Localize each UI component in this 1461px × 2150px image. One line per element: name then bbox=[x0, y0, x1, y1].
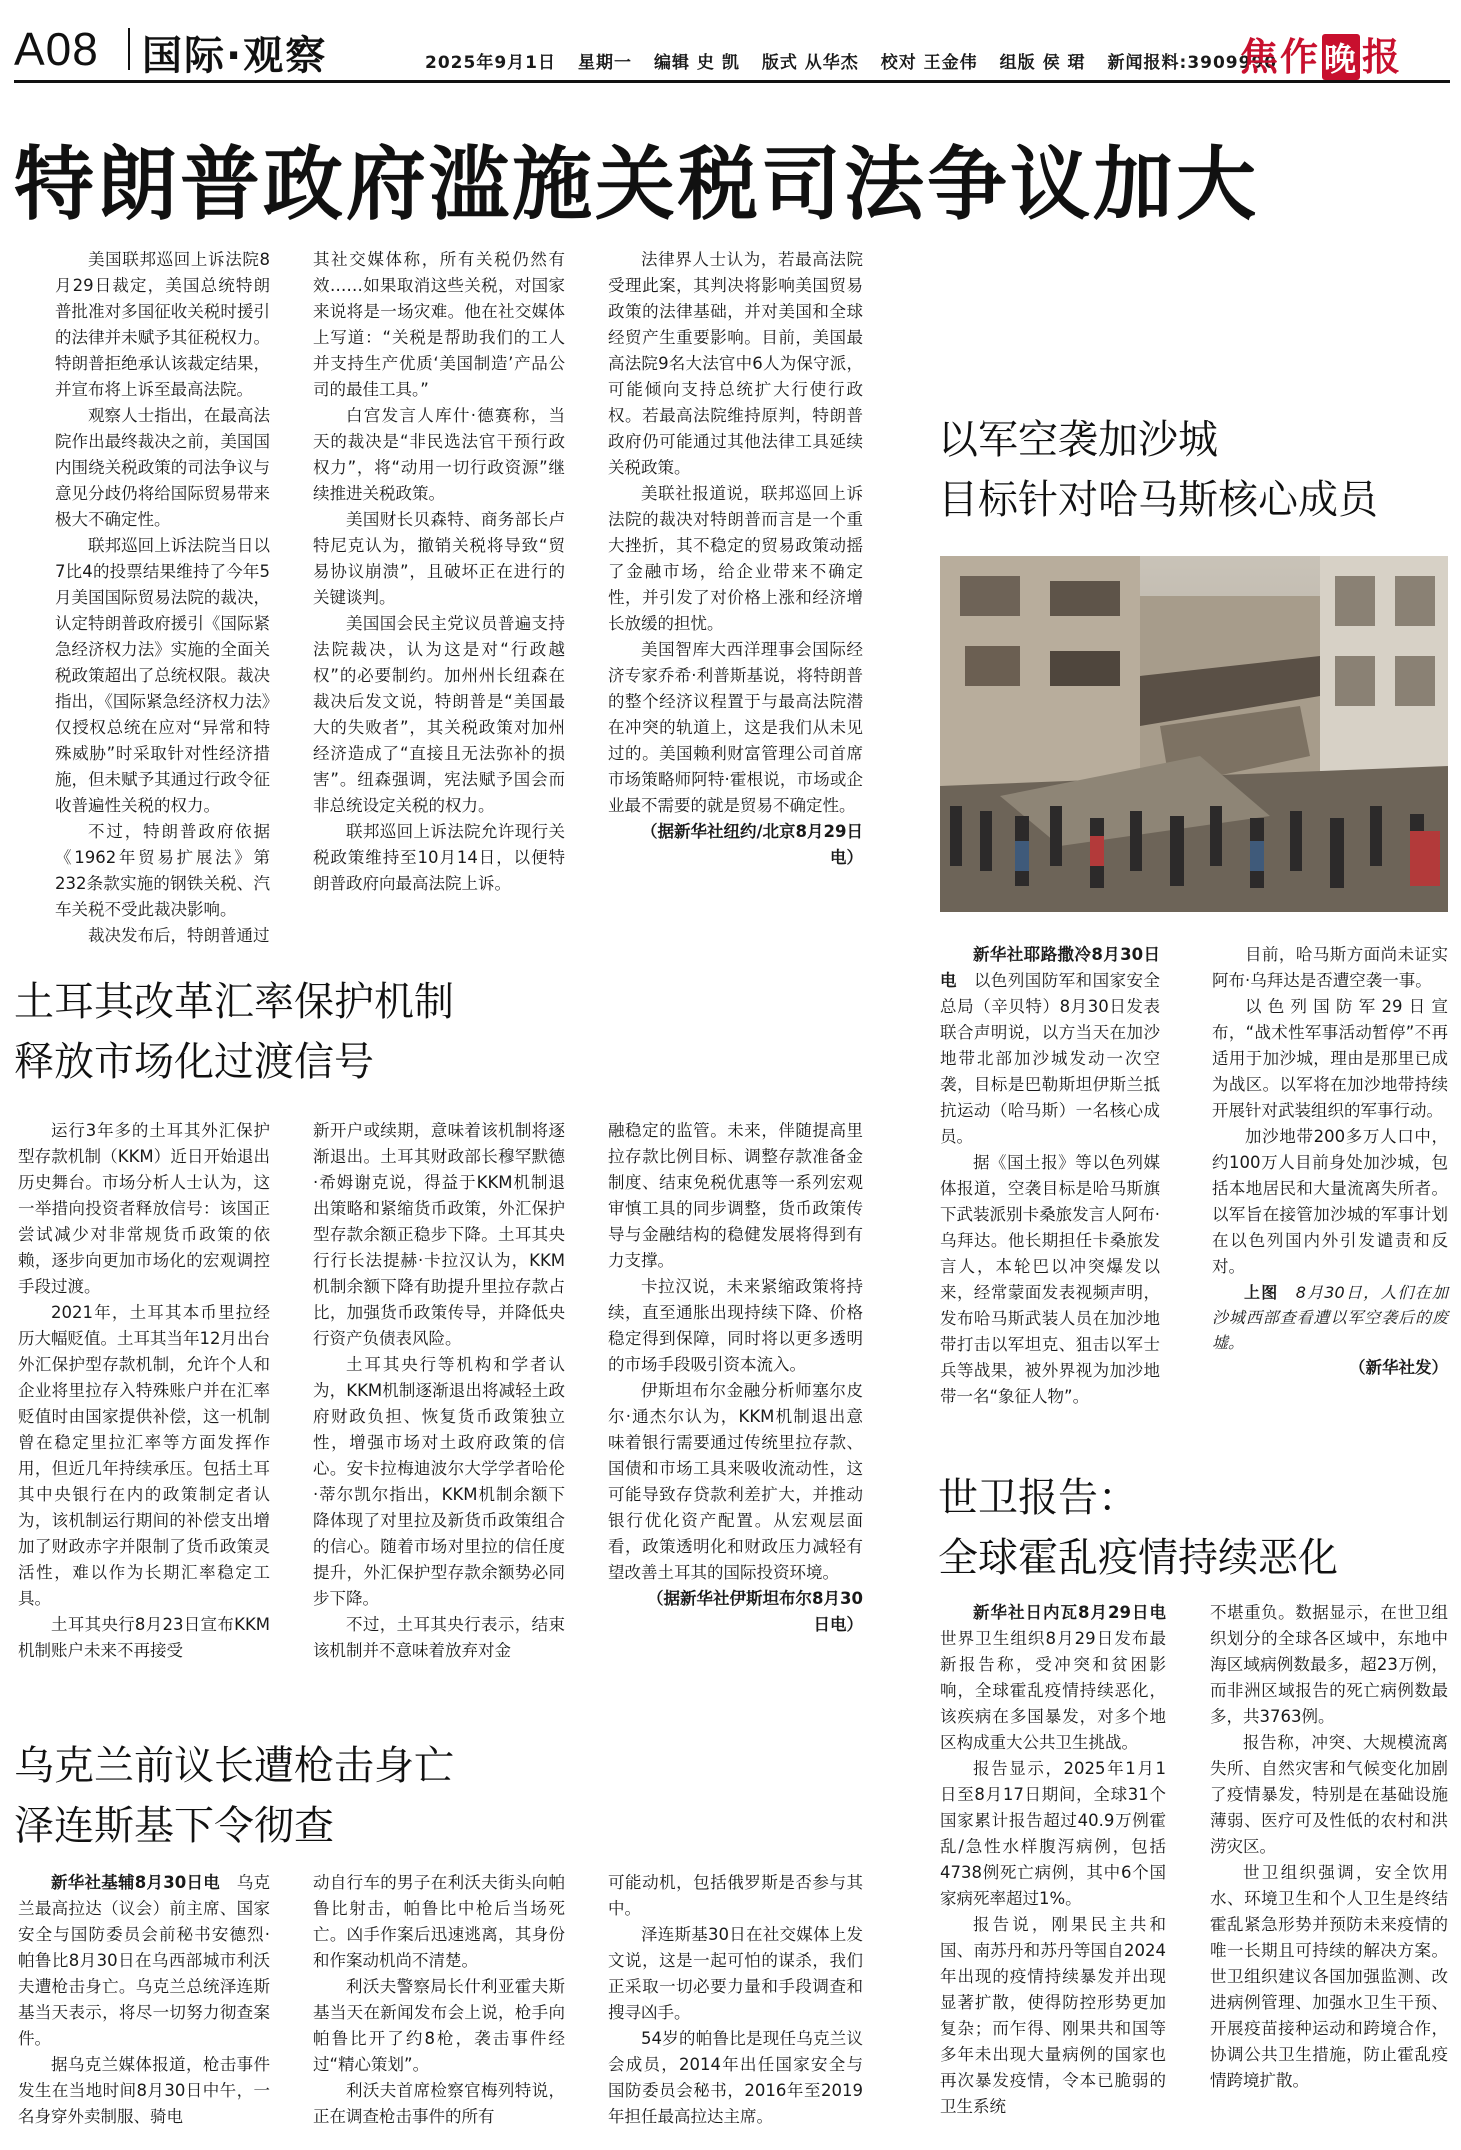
header-meta bbox=[425, 48, 1299, 73]
paragraph: 美国国会民主党议员普遍支持法院裁决，认为这是对“行政越权”的必要制约。加州州长纽森在裁决后发文说，特朗普是“美国最大的失败者”，其关税政策对加州经济造成了“直接且无法弥补的损害”。纽森强调，宪法赋予国会而非总统设定关税的权力。 bbox=[313, 614, 565, 815]
main-headline: 特朗普政府滥施关税司法争议加大 bbox=[14, 138, 1259, 231]
newspaper-logo bbox=[1240, 26, 1450, 79]
photo-illustration bbox=[940, 556, 1448, 912]
article5-col2 bbox=[1210, 1600, 1448, 2094]
page-header bbox=[0, 0, 1461, 90]
article1-col3 bbox=[608, 247, 863, 871]
article4-title bbox=[938, 410, 1448, 530]
paragraph: 法律界人士认为，若最高法院受理此案，其判决将影响美国贸易政策的法律基础，并对美国和全球经贸产生重要影响。目前，美国最高法院9名大法官中6人为保守派，可能倾向支持总统扩大行使行政权。若最高法院维持原判，特朗普政府仍可能通过其他法律工具延续关税政策。 bbox=[608, 250, 863, 477]
caption-label: 上图 bbox=[1244, 1283, 1279, 1302]
paragraph: 可能动机，包括俄罗斯是否参与其中。 bbox=[608, 1873, 863, 1918]
paragraph: 美国智库大西洋理事会国际经济专家乔希·利普斯基说，将特朗普的整个经济议程置于与最高法院潜在冲突的轨道上，这是我们从未见过的。美国赖利财富管理公司首席市场策略师阿特·霍根说，市场或企业最不需要的就是贸易不确定性。 bbox=[608, 640, 863, 815]
paragraph: 不堪重负。数据显示，在世卫组织划分的全球各区域中，东地中海区域病例数最多，超23万例，而非洲区域报告的死亡病例数最多，共3763例。 bbox=[1210, 1603, 1448, 1726]
paragraph: 联邦巡回上诉法院允许现行关税政策维持至10月14日，以便特朗普政府向最高法院上诉。 bbox=[313, 822, 565, 893]
paragraph: 以色列国防军29日宣布，“战术性军事活动暂停”不再适用于加沙城，理由是那里已成为战区。以军将在加沙地带持续开展针对武装组织的军事行动。 bbox=[1212, 997, 1448, 1120]
paragraph: 利沃夫警察局长什利亚霍夫斯基当天在新闻发布会上说，枪手向帕鲁比开了约8枪，袭击事件经过“精心策划”。 bbox=[313, 1977, 565, 2074]
paragraph: 报告显示，2025年1月1日至8月17日期间，全球31个国家累计报告超过40.9万例霍乱/急性水样腹泻病例，包括4738例死亡病例，其中6个国家病死率超过1%。 bbox=[940, 1759, 1166, 1908]
article1-col2 bbox=[313, 247, 565, 897]
header-editor: 编辑 史 凯 bbox=[653, 53, 740, 73]
header-hotline: 新闻报料:3909990 bbox=[1107, 53, 1278, 73]
article3-title-line2: 泽连斯基下令彻查 bbox=[14, 1803, 334, 1849]
paragraph: 美国联邦巡回上诉法院8月29日裁定，美国总统特朗普批准对多国征收关税时援引的法律并未赋予其征税权力。特朗普拒绝承认该裁定结果，并宣布将上诉至最高法院。 bbox=[55, 250, 270, 399]
paragraph: 土耳其央行8月23日宣布KKM机制账户未来不再接受 bbox=[18, 1615, 270, 1660]
paragraph: 融稳定的监管。未来，伴随提高里拉存款比例目标、调整存款准备金制度、结束免税优惠等一系列宏观审慎工具的同步调整，货币政策传导与金融结构的稳健发展将得到有力支撑。 bbox=[608, 1121, 863, 1270]
paragraph: 世界卫生组织8月29日发布最新报告称，受冲突和贫困影响，全球霍乱疫情持续恶化，该疾病在多国暴发，对多个地区构成重大公共卫生挑战。 bbox=[940, 1629, 1166, 1752]
photo-caption: 8月30日，人们在加沙城西部查看遭以军空袭后的废墟。 bbox=[1212, 1283, 1448, 1352]
article2-title bbox=[14, 972, 614, 1092]
header-divider bbox=[128, 28, 130, 70]
article4-col2 bbox=[1212, 942, 1448, 1381]
paragraph: 加沙地带200多万人口中，约100万人目前身处加沙城，包括本地居民和大量流离失所者。以军旨在接管加沙城的军事计划在以色列国内外引发谴责和反对。 bbox=[1212, 1127, 1448, 1276]
header-rule bbox=[14, 80, 1450, 83]
article2-col1 bbox=[18, 1118, 270, 1664]
paragraph: 54岁的帕鲁比是现任乌克兰议会成员，2014年出任国家安全与国防委员会秘书，2016年至2019年担任最高拉达主席。 bbox=[608, 2029, 863, 2126]
paragraph: 目前，哈马斯方面尚未证实阿布·乌拜达是否遭空袭一事。 bbox=[1212, 945, 1448, 990]
article3-col3 bbox=[608, 1870, 863, 2130]
paragraph: 利沃夫首席检察官梅列特说，正在调查枪击事件的所有 bbox=[313, 2081, 565, 2126]
article4-title-line2: 目标针对哈马斯核心成员 bbox=[938, 477, 1378, 523]
paragraph: 运行3年多的土耳其外汇保护型存款机制（KKM）近日开始退出历史舞台。市场分析人士认为，这一举措向投资者释放信号：该国正尝试减少对非常规货币政策的依赖，逐步向更加市场化的宏观调控手段过渡。 bbox=[18, 1121, 270, 1296]
paragraph: 以色列国防军和国家安全总局（辛贝特）8月30日发表联合声明说，以方当天在加沙地带北部加沙城发动一次空袭，目标是巴勒斯坦伊斯兰抵抗运动（哈马斯）一名核心成员。 bbox=[940, 971, 1161, 1146]
gaza-rubble-photo bbox=[940, 556, 1448, 912]
caption-source: （新华社发） bbox=[1349, 1358, 1448, 1377]
paragraph: 土耳其央行等机构和学者认为，KKM机制逐渐退出将减轻土政府财政负担、恢复货币政策独立性，增强市场对土政府政策的信心。安卡拉梅迪波尔大学学者哈伦·蒂尔凯尔指出，KKM机制余额下降体现了对里拉及新货币政策组合的信心。随着市场对里拉的信任度提升，外汇保护型存款余额势必同步下降。 bbox=[313, 1355, 565, 1608]
paragraph: 美联社报道说，联邦巡回上诉法院的裁决对特朗普而言是一个重大挫折，其不稳定的贸易政策动摇了金融市场，给企业带来不确定性，并引发了对价格上涨和经济增长放缓的担忧。 bbox=[608, 484, 863, 633]
paragraph: 据《国土报》等以色列媒体报道，空袭目标是哈马斯旗下武装派别卡桑旅发言人阿布·乌拜达。他长期担任卡桑旅发言人，本轮巴以冲突爆发以来，经常蒙面发表视频声明，发布哈马斯武装人员在加沙地带打击以军坦克、狙击以军士兵等战果，被外界视为加沙地带一名“象征人物”。 bbox=[940, 1153, 1160, 1406]
article3-col1 bbox=[18, 1870, 270, 2130]
header-weekday: 星期一 bbox=[577, 53, 632, 73]
article2-col3 bbox=[608, 1118, 863, 1638]
paragraph: 报告称，冲突、大规模流离失所、自然灾害和气候变化加剧了疫情暴发，特别是在基础设施薄弱、医疗可及性低的农村和洪涝灾区。 bbox=[1210, 1733, 1448, 1856]
article3-title-line1: 乌克兰前议长遭枪击身亡 bbox=[14, 1743, 454, 1789]
paragraph: 乌克兰最高拉达（议会）前主席、国家安全与国防委员会前秘书安德烈·帕鲁比8月30日在乌西部城市利沃夫遭枪击身亡。乌克兰总统泽连斯基当天表示，将尽一切努力彻查案件。 bbox=[18, 1873, 271, 2048]
header-proofread: 校对 王金伟 bbox=[880, 53, 978, 73]
article4-col1 bbox=[940, 942, 1160, 1410]
article1-col1 bbox=[55, 247, 270, 949]
article3-col2 bbox=[313, 1870, 565, 2130]
article3-title bbox=[14, 1736, 614, 1856]
page-number: A08 bbox=[14, 23, 99, 75]
paragraph: 新开户或续期，意味着该机制将逐渐退出。土耳其财政部长穆罕默德·希姆谢克说，得益于KKM机制退出策略和紧缩货币政策，外汇保护型存款余额正稳步下降。土耳其央行行长法提赫·卡拉汉认为，KKM机制余额下降有助提升里拉存款占比，加强货币政策传导，并降低央行资产负债表风险。 bbox=[313, 1121, 565, 1348]
paragraph: 动自行车的男子在利沃夫街头向帕鲁比射击，帕鲁比中枪后当场死亡。凶手作案后迅速逃离，其身份和作案动机尚不清楚。 bbox=[313, 1873, 565, 1970]
logo-text-right: 报 bbox=[1362, 34, 1403, 79]
paragraph: 观察人士指出，在最高法院作出最终裁决之前，美国国内围绕关税政策的司法争议与意见分歧仍将给国际贸易带来极大不确定性。 bbox=[55, 406, 270, 529]
logo-text-left: 焦作 bbox=[1240, 34, 1321, 79]
article2-source: （据新华社伊斯坦布尔8月30日电） bbox=[647, 1589, 863, 1634]
paragraph: 美国财长贝森特、商务部长卢特尼克认为，撤销关税将导致“贸易协议崩溃”，且破坏正在进行的关键谈判。 bbox=[313, 510, 565, 607]
paragraph: 白宫发言人库什·德赛称，当天的裁决是“非民选法官干预行政权力”，将“动用一切行政资源”继续推进关税政策。 bbox=[313, 406, 565, 503]
article4-dateline: 新华社耶路撒冷8月30日电 bbox=[940, 945, 1160, 990]
paragraph: 裁决发布后，特朗普通过 bbox=[88, 926, 270, 945]
paragraph: 泽连斯基30日在社交媒体上发文说，这是一起可怕的谋杀，我们正采取一切必要力量和手段调查和搜寻凶手。 bbox=[608, 1925, 863, 2022]
paragraph: 联邦巡回上诉法院当日以7比4的投票结果维持了今年5月美国国际贸易法院的裁决，认定特朗普政府援引《国际紧急经济权力法》实施的全面关税政策超出了总统权限。裁决指出，《国际紧急经济权力法》仅授权总统在应对“异常和特殊威胁”时采取针对性经济措施，但未赋予其通过行政令征收普遍性关税的权力。 bbox=[55, 536, 270, 815]
paragraph: 2021年，土耳其本币里拉经历大幅贬值。土耳其当年12月出台外汇保护型存款机制，允许个人和企业将里拉存入特殊账户并在汇率贬值时由国家提供补偿，这一机制曾在稳定里拉汇率等方面发挥作用，但近几年持续承压。包括土耳其中央银行在内的政策制定者认为，该机制运行期间的补偿支出增加了财政赤字并限制了货币政策灵活性，难以作为长期汇率稳定工具。 bbox=[18, 1303, 270, 1608]
paragraph: 报告说，刚果民主共和国、南苏丹和苏丹等国自2024年出现的疫情持续暴发并出现显著扩散，使得防控形势更加复杂；而乍得、刚果共和国等多年未出现大量病例的国家也再次暴发疫情，令本已脆弱的卫生系统 bbox=[940, 1915, 1166, 2116]
article2-title-line2: 释放市场化过渡信号 bbox=[14, 1039, 374, 1085]
article5-title bbox=[938, 1468, 1448, 1588]
paragraph: 据乌克兰媒体报道，枪击事件发生在当地时间8月30日中午，一名身穿外卖制服、骑电 bbox=[18, 2055, 270, 2126]
paragraph: 伊斯坦布尔金融分析师塞尔皮尔·通杰尔认为，KKM机制退出意味着银行需要通过传统里拉存款、国债和市场工具来吸收流动性，这可能导致存贷款利差扩大，并推动银行优化资产配置。从宏观层面看，政策透明化和财政压力减轻有望改善土耳其的国际投资环境。 bbox=[608, 1381, 863, 1582]
paragraph: 其社交媒体称，所有关税仍然有效……如果取消这些关税，对国家来说将是一场灾难。他在社交媒体上写道：“关税是帮助我们的工人并支持生产优质‘美国制造’产品公司的最佳工具。” bbox=[313, 250, 565, 399]
section-title: 国际·观察 bbox=[142, 33, 328, 79]
paragraph: 世卫组织强调，安全饮用水、环境卫生和个人卫生是终结霍乱紧急形势并预防未来疫情的唯一长期且可持续的解决方案。世卫组织建议各国加强监测、改进病例管理、加强水卫生干预、开展疫苗接种运动和跨境合作，协调公共卫生措施，防止霍乱疫情跨境扩散。 bbox=[1210, 1863, 1448, 2090]
header-date: 2025年9月1日 bbox=[425, 53, 556, 73]
article5-col1 bbox=[940, 1600, 1166, 2120]
article2-col2 bbox=[313, 1118, 565, 1664]
paragraph: 卡拉汉说，未来紧缩政策将持续，直至通胀出现持续下降、价格稳定得到保障，同时将以更多透明的市场手段吸引资本流入。 bbox=[608, 1277, 863, 1374]
article5-title-line1: 世卫报告： bbox=[938, 1475, 1138, 1521]
article4-title-line1: 以军空袭加沙城 bbox=[938, 417, 1218, 463]
article3-dateline: 新华社基辅8月30日电 bbox=[51, 1873, 220, 1892]
header-typeset: 组版 侯 珺 bbox=[999, 53, 1086, 73]
article5-title-line2: 全球霍乱疫情持续恶化 bbox=[938, 1535, 1338, 1581]
paragraph: 不过，特朗普政府依据《1962年贸易扩展法》第232条款实施的钢铁关税、汽车关税不受此裁决影响。 bbox=[55, 822, 270, 919]
article5-dateline: 新华社日内瓦8月29日电 bbox=[973, 1603, 1166, 1622]
header-layout: 版式 从华杰 bbox=[761, 53, 859, 73]
article1-source: （据新华社纽约/北京8月29日电） bbox=[641, 822, 863, 867]
logo-text-mid: 晚 bbox=[1322, 34, 1360, 80]
paragraph: 不过，土耳其央行表示，结束该机制并不意味着放弃对金 bbox=[313, 1615, 565, 1660]
article2-title-line1: 土耳其改革汇率保护机制 bbox=[14, 979, 454, 1025]
